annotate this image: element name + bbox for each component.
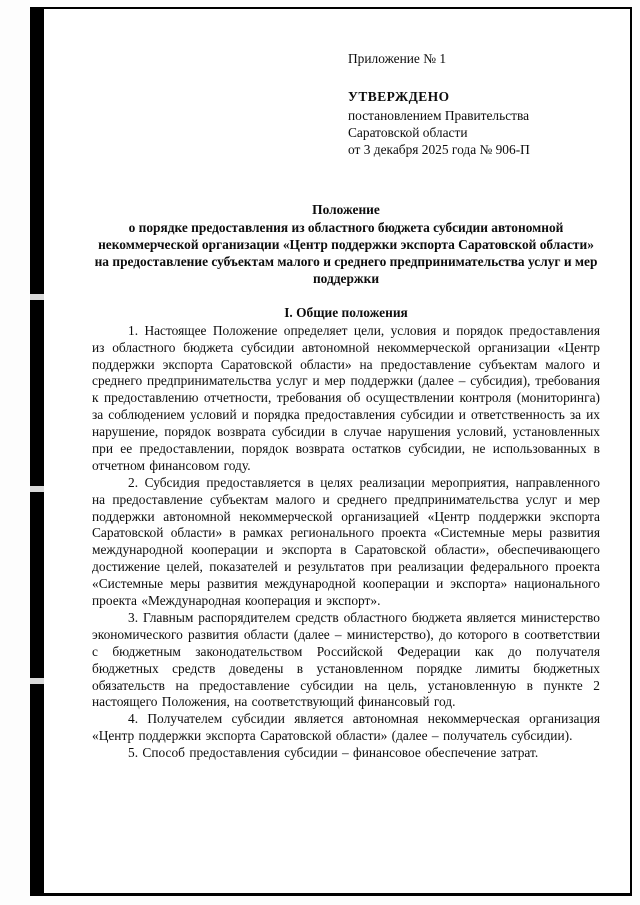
document-title-subtitle: о порядке предоставления из областного бюджета субсидии автономной некоммерческой организации «Центр поддержки экспорта Саратовской области» на предоставление субъектам малого и среднего предпринимательства услуг и мер поддержки (94, 220, 598, 287)
document-title-heading: Положение (312, 202, 380, 218)
annex-label: Приложение № 1 (348, 51, 447, 66)
page-content (44, 9, 630, 893)
scan-artifact (30, 294, 44, 300)
section-heading: I. Общие положения (284, 304, 408, 320)
approved-label: УТВЕРЖДЕНО (348, 88, 450, 104)
scan-artifact (30, 678, 44, 684)
scan-artifact (30, 486, 44, 492)
body-text (92, 323, 600, 762)
paragraph-2: 2. Субсидия предоставляется в целях реализации мероприятия, направленного на предоставление субъектам малого и среднего предпринимательства услуг и мер поддержки автономной некоммерческой организацией «Центр поддержки экспорта Саратовской области» в рамках регионального проекта «Системные меры развития международной кооперации и экспорта в Саратовской области», обеспечивающего достижение целей, показателей и результатов при реализации федерального проекта «Системные меры развития международной кооперации и экспорта» национального проекта «Международная кооперация и экспорт». (92, 474, 600, 609)
approval-block (348, 89, 600, 159)
paragraph-4: 4. Получателем субсидии является автономная некоммерческая организация «Центр поддержки экспорта Саратовской области» (далее – получатель субсидии). (92, 711, 600, 744)
paragraph-5: 5. Способ предоставления субсидии – финансовое обеспечение затрат. (128, 745, 539, 761)
paragraph-3: 3. Главным распорядителем средств областного бюджета является министерство экономического развития области (далее – министерство), до которого в соответствии с бюджетным законодательством Российской Федерации как до получателя бюджетных средств доведены в установленном порядке лимиты бюджетных обязательств на предоставление субсидии на цель, установленную в пункте 2 настоящего Положения, на соответствующий финансовый год. (92, 609, 600, 710)
document-title (92, 202, 600, 287)
approval-line: Саратовской области (348, 124, 468, 140)
document-page (30, 7, 632, 896)
paragraph-1: 1. Настоящее Положение определяет цели, условия и порядок предоставления из областного бюджета субсидии автономной некоммерческой организации «Центр поддержки экспорта Саратовской области» на предоставление субъектам малого и среднего предпринимательства услуг и мер поддержки (далее – субсидия), требования к предоставлению отчетности, требования об осуществлении контроля (мониторинга) за соблюдением условий и порядка предоставления субсидии и ответственность за их нарушение, порядок возврата субсидии в случае нарушения условий, установленных при ее предоставлении, порядок возврата остатков субсидии, не использованных в отчетном финансовом году. (92, 322, 600, 473)
approval-line: от 3 декабря 2025 года № 906-П (348, 141, 530, 157)
approval-line: постановлением Правительства (348, 107, 530, 123)
